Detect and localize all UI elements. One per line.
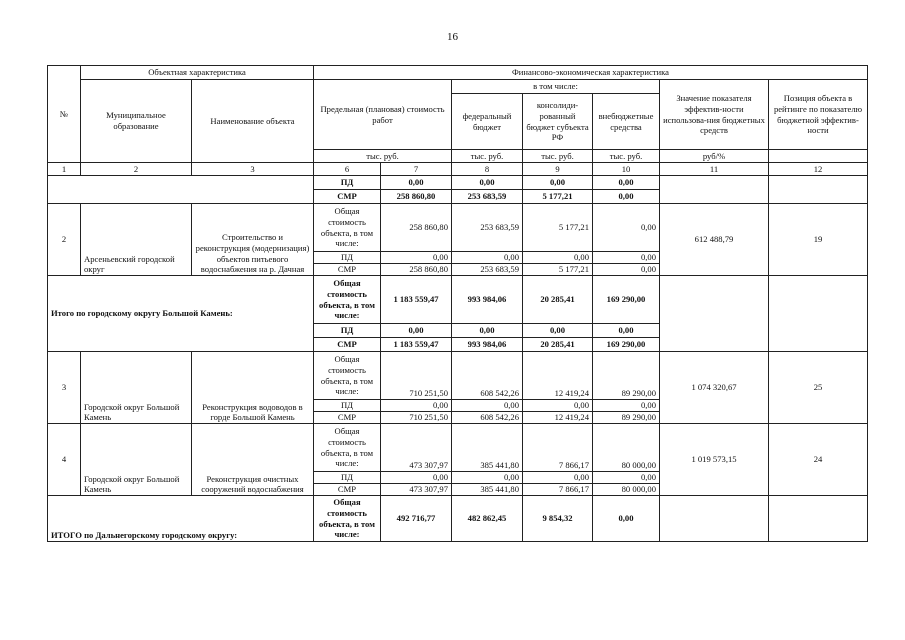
cell-value: 12 419,24 <box>523 412 593 424</box>
cell-value: 20 285,41 <box>523 276 593 324</box>
cell-empty <box>660 496 769 542</box>
col-number: 1 <box>48 163 81 176</box>
cell-value: 0,00 <box>593 252 660 264</box>
row-label-smr: СМР <box>314 412 381 424</box>
object-municipality: Городской округ Большой Камень <box>81 352 192 424</box>
cell-value: 473 307,97 <box>381 484 452 496</box>
cell-value: 0,00 <box>381 472 452 484</box>
cell-value: 253 683,59 <box>452 190 523 204</box>
header-extra-budget: внебюджетные средства <box>593 94 660 150</box>
rating-value: 24 <box>769 424 868 496</box>
subtotal-label: Итого по городскому округу Большой Камень: <box>48 276 314 352</box>
cell-value: 253 683,59 <box>452 204 523 252</box>
header-no: № <box>48 66 81 163</box>
cell-value: 0,00 <box>381 252 452 264</box>
object-municipality: Городской округ Большой Камень <box>81 424 192 496</box>
cell-value: 0,00 <box>452 176 523 190</box>
cell-value: 7 866,17 <box>523 484 593 496</box>
cell-value: 1 183 559,47 <box>381 338 452 352</box>
subtotal-label: ИТОГО по Дальнегорскому городскому округу: <box>48 496 314 542</box>
cell-value: 0,00 <box>593 324 660 338</box>
cell-value: 0,00 <box>452 472 523 484</box>
cell-value: 80 000,00 <box>593 424 660 472</box>
cell-value: 169 290,00 <box>593 338 660 352</box>
cell-value: 0,00 <box>452 252 523 264</box>
cell-value: 993 984,06 <box>452 338 523 352</box>
cell-value: 0,00 <box>381 400 452 412</box>
cell-empty <box>769 276 868 352</box>
cell-value: 5 177,21 <box>523 264 593 276</box>
cell-value: 169 290,00 <box>593 276 660 324</box>
header-consolidated: консолиди-рованный бюджет субъекта РФ <box>523 94 593 150</box>
cell-value: 710 251,50 <box>381 352 452 400</box>
rating-value: 25 <box>769 352 868 424</box>
col-number: 10 <box>593 163 660 176</box>
col-number: 7 <box>381 163 452 176</box>
cell-value: 608 542,26 <box>452 412 523 424</box>
cell-value: 80 000,00 <box>593 484 660 496</box>
financial-table <box>47 65 868 542</box>
header-unit: тыс. руб. <box>314 150 452 163</box>
cell-value: 710 251,50 <box>381 412 452 424</box>
object-number: 4 <box>48 424 81 496</box>
row-label-pd: ПД <box>314 252 381 264</box>
cell-value: 492 716,77 <box>381 496 452 542</box>
cell-value: 89 290,00 <box>593 352 660 400</box>
col-number: 9 <box>523 163 593 176</box>
row-label-total: Общая стоимость объекта, в том числе: <box>314 496 381 542</box>
col-number: 8 <box>452 163 523 176</box>
cell-value: 385 441,80 <box>452 484 523 496</box>
cell-value: 0,00 <box>523 252 593 264</box>
cell-empty <box>660 176 769 204</box>
header-efficiency: Значение показателя эффектив-ности использова-ния бюджетных средств <box>660 80 769 150</box>
header-planned-cost: Предельная (плановая) стоимость работ <box>314 80 452 150</box>
row-label-pd: ПД <box>314 324 381 338</box>
header-including: в том числе: <box>452 80 660 94</box>
row-label-pd: ПД <box>314 176 381 190</box>
cell-value: 258 860,80 <box>381 190 452 204</box>
cell-value: 0,00 <box>381 176 452 190</box>
col-number: 12 <box>769 163 868 176</box>
row-label-smr: СМР <box>314 484 381 496</box>
cell-value: 12 419,24 <box>523 352 593 400</box>
cell-value: 0,00 <box>593 264 660 276</box>
cell-value: 253 683,59 <box>452 264 523 276</box>
header-rating: Позиция объекта в рейтинге по показателю бюджетной эффектив-ности <box>769 80 868 150</box>
row-label-total: Общая стоимость объекта, в том числе: <box>314 424 381 472</box>
header-unit: тыс. руб. <box>452 150 523 163</box>
cell-value: 0,00 <box>593 204 660 252</box>
row-label-total: Общая стоимость объекта, в том числе: <box>314 276 381 324</box>
object-municipality: Арсеньевский городской округ <box>81 204 192 276</box>
cell-value: 0,00 <box>523 400 593 412</box>
rating-value: 19 <box>769 204 868 276</box>
header-object-name: Наименование объекта <box>192 80 314 163</box>
cell-value: 258 860,80 <box>381 264 452 276</box>
cell-value: 0,00 <box>452 400 523 412</box>
cell-value: 0,00 <box>593 400 660 412</box>
cell-value: 1 183 559,47 <box>381 276 452 324</box>
header-unit: тыс. руб. <box>593 150 660 163</box>
header-unit-rub-pct: руб/% <box>660 150 769 163</box>
cell-value: 385 441,80 <box>452 424 523 472</box>
cell-value: 5 177,21 <box>523 190 593 204</box>
header-unit: тыс. руб. <box>523 150 593 163</box>
cell-value: 0,00 <box>381 324 452 338</box>
row-label-pd: ПД <box>314 400 381 412</box>
cell-empty <box>769 496 868 542</box>
header-object-characteristic: Объектная характеристика <box>81 66 314 80</box>
cell-value: 993 984,06 <box>452 276 523 324</box>
row-label-pd: ПД <box>314 472 381 484</box>
object-name: Реконструкция водоводов в горде Большой Камень <box>192 352 314 424</box>
cell-value: 0,00 <box>452 324 523 338</box>
col-number: 6 <box>314 163 381 176</box>
cell-value: 0,00 <box>523 176 593 190</box>
object-number: 3 <box>48 352 81 424</box>
header-municipality: Муниципальное образование <box>81 80 192 163</box>
cell-value: 0,00 <box>593 496 660 542</box>
object-name: Строительство и реконструкция (модернизация) объектов питьевого водоснабжения на р. Дачная <box>192 204 314 276</box>
cell-value: 9 854,32 <box>523 496 593 542</box>
cell-value: 0,00 <box>593 190 660 204</box>
cell-value: 0,00 <box>523 472 593 484</box>
cell-value: 0,00 <box>523 324 593 338</box>
cell-value: 7 866,17 <box>523 424 593 472</box>
cell-value: 89 290,00 <box>593 412 660 424</box>
efficiency-value: 1 019 573,15 <box>660 424 769 496</box>
cell-value: 0,00 <box>593 176 660 190</box>
col-number: 3 <box>192 163 314 176</box>
cell-empty <box>769 176 868 204</box>
row-label-smr: СМР <box>314 190 381 204</box>
cell-empty <box>660 276 769 352</box>
row-label-total: Общая стоимость объекта, в том числе: <box>314 352 381 400</box>
object-name: Реконструкция очистных сооружений водоснабжения <box>192 424 314 496</box>
efficiency-value: 612 488,79 <box>660 204 769 276</box>
cell-value: 608 542,26 <box>452 352 523 400</box>
cell-value: 482 862,45 <box>452 496 523 542</box>
cell-value: 258 860,80 <box>381 204 452 252</box>
efficiency-value: 1 074 320,67 <box>660 352 769 424</box>
row-label-smr: СМР <box>314 338 381 352</box>
col-number: 2 <box>81 163 192 176</box>
cell-value: 473 307,97 <box>381 424 452 472</box>
header-federal: федеральный бюджет <box>452 94 523 150</box>
row-label-total: Общая стоимость объекта, в том числе: <box>314 204 381 252</box>
header-empty <box>769 150 868 163</box>
continuation-label <box>48 176 314 204</box>
row-label-smr: СМР <box>314 264 381 276</box>
header-financial-characteristic: Финансово-экономическая характеристика <box>314 66 868 80</box>
col-number: 11 <box>660 163 769 176</box>
page-number: 16 <box>447 31 458 43</box>
cell-value: 20 285,41 <box>523 338 593 352</box>
cell-value: 5 177,21 <box>523 204 593 252</box>
cell-value: 0,00 <box>593 472 660 484</box>
object-number: 2 <box>48 204 81 276</box>
